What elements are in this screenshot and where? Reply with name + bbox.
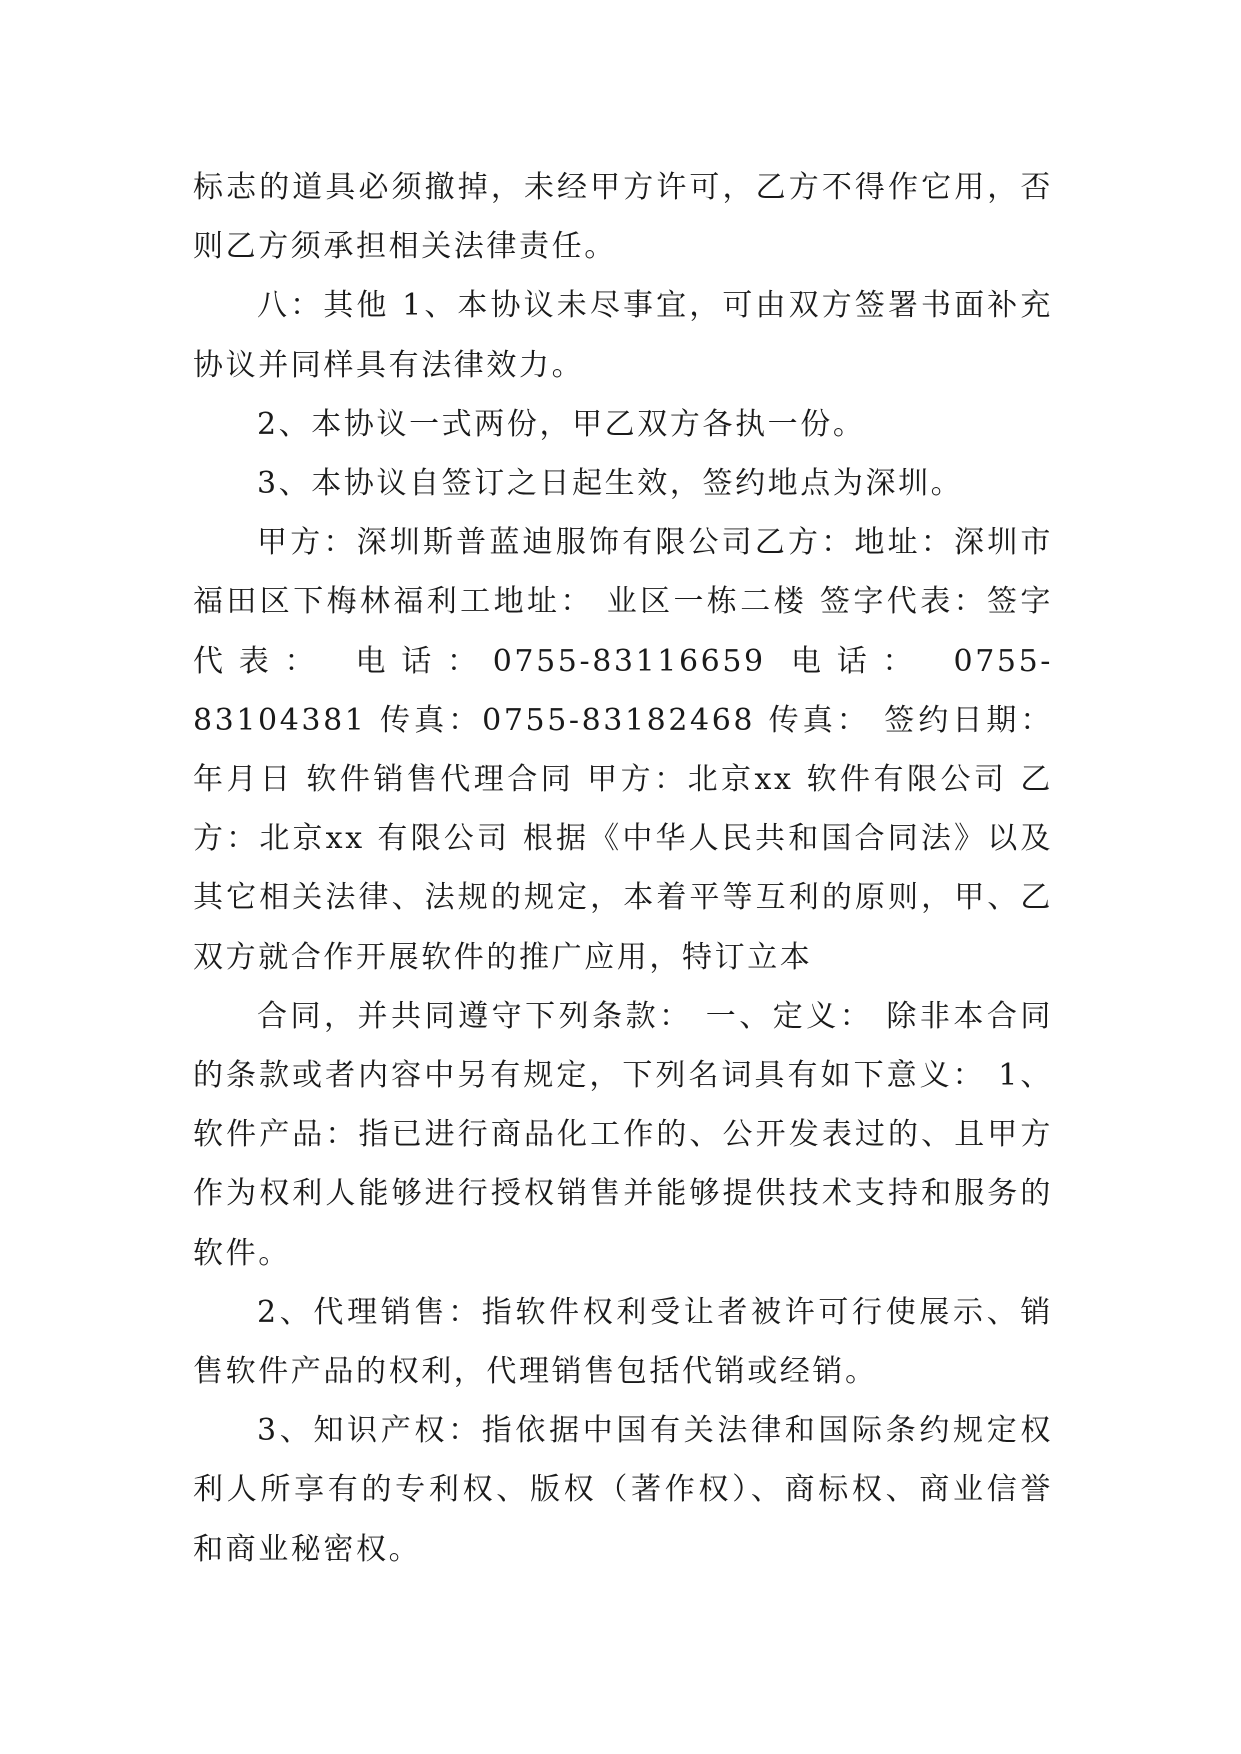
paragraph-other-terms: 八：其他 1、本协议未尽事宜，可由双方签署书面补充协议并同样具有法律效力。: [193, 288, 1053, 383]
paragraph-effective-date: 3、本协议自签订之日起生效，签约地点为深圳。: [257, 466, 964, 502]
paragraph-definitions: 合同，并共同遵守下列条款： 一、定义： 除非本合同的条款或者内容中另有规定，下列名词具有如下意义： 1、软件产品：指已进行商品化工作的、公开发表过的、且甲方作为权利人能够进行授权销售并能够提供技术支持和服务的软件。: [193, 998, 1053, 1271]
document-body: [193, 158, 1053, 1579]
paragraph-liability: 标志的道具必须撤掉，未经甲方许可，乙方不得作它用，否则乙方须承担相关法律责任。: [193, 170, 1053, 265]
paragraph-agency-sales: 2、代理销售：指软件权利受让者被许可行使展示、销售软件产品的权利，代理销售包括代销或经销。: [193, 1294, 1053, 1390]
paragraph-intellectual-property: 3、知识产权：指依据中国有关法律和国际条约规定权利人所享有的专利权、版权（著作权）、商标权、商业信誉和商业秘密权。: [193, 1413, 1053, 1567]
paragraph-parties-and-contract-intro: 甲方：深圳斯普蓝迪服饰有限公司乙方：地址：深圳市福田区下梅林福利工地址： 业区一栋二楼 签字代表：签字代表： 电话：0755-83116659 电话： 0755-83104381 传真：0755-83182468 传真： 签约日期：年月日 软件销售代理合同 甲方：北京xx 软件有限公司 乙方：北京xx 有限公司 根据《中华人民共和国合同法》以及其它相关法律、法规的规定，本着平等互利的原则，甲、乙双方就合作开展软件的推广应用，特订立本: [193, 525, 1053, 975]
paragraph-copies: 2、本协议一式两份，甲乙双方各执一份。: [257, 406, 866, 442]
